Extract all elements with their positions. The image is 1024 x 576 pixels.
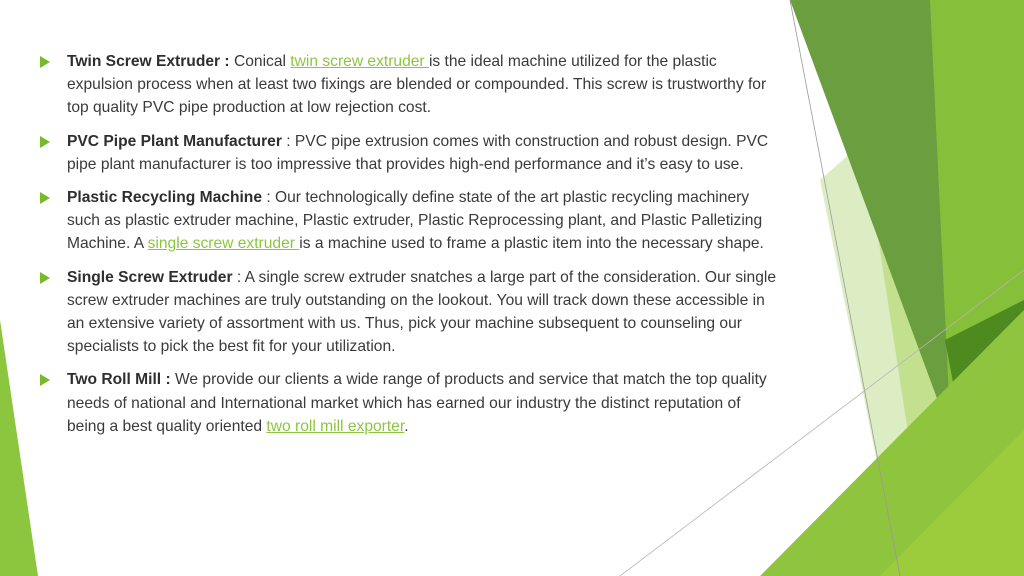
bullet-term: Single Screw Extruder bbox=[67, 268, 233, 286]
bullet-text: . bbox=[404, 417, 409, 435]
bullet-two-roll-mill bbox=[38, 368, 778, 438]
deco-left-green-triangle bbox=[0, 320, 38, 576]
single-screw-extruder-link[interactable]: single screw extruder bbox=[147, 235, 300, 253]
bullet-text: Conical bbox=[229, 53, 291, 70]
bullet-text: : Our technologically define state of the art plastic recycling machinery such as plastic extruder machine, Plastic extruder, Plastic Reprocessing plant, and Plastic Palletizing Machine. A bbox=[67, 189, 763, 253]
play-arrow-icon bbox=[40, 374, 50, 386]
play-arrow-icon bbox=[40, 136, 50, 148]
bullet-twin-screw-extruder bbox=[38, 50, 778, 120]
bullet-text: : PVC pipe extrusion comes with construction and robust design. PVC pipe plant manufacturer is too impressive that provides high-end performance and it’s easy to use. bbox=[67, 132, 769, 173]
bullet-term: Twin Screw Extruder : bbox=[67, 53, 230, 70]
play-arrow-icon bbox=[40, 192, 50, 204]
bullet-text: is a machine used to frame a plastic item into the necessary shape. bbox=[299, 235, 764, 253]
bullet-text: : A single screw extruder snatches a large part of the consideration. Our single screw extruder machines are truly outstanding on the lookout. You will track down these accessible in an extensive variety of assortment with us. Thus, pick your machine subsequent to counseling our specialists to pick the best fit for your utilization. bbox=[67, 268, 777, 356]
twin-screw-extruder-link[interactable]: twin screw extruder bbox=[290, 53, 429, 70]
two-roll-mill-exporter-link[interactable]: two roll mill exporter bbox=[266, 417, 405, 435]
play-arrow-icon bbox=[40, 272, 50, 284]
bullet-term: PVC Pipe Plant Manufacturer bbox=[67, 132, 282, 150]
bullet-list bbox=[38, 50, 778, 448]
bullet-term: Plastic Recycling Machine bbox=[67, 189, 262, 207]
bullet-text: is the ideal machine utilized for the plastic expulsion process when at least two fixings are blended or compounded. This screw is trustworthy for top quality PVC pipe production at low rejection cost. bbox=[67, 53, 767, 117]
bullet-pvc-pipe-plant bbox=[38, 130, 778, 176]
bullet-plastic-recycling-machine bbox=[38, 186, 778, 256]
bullet-term: Two Roll Mill : bbox=[67, 371, 171, 389]
play-arrow-icon bbox=[40, 56, 50, 68]
bullet-single-screw-extruder bbox=[38, 266, 778, 359]
bullet-text: We provide our clients a wide range of products and service that match the top quality needs of national and International market which has earned our industry the distinct reputation of being a best quality oriented bbox=[67, 371, 767, 435]
